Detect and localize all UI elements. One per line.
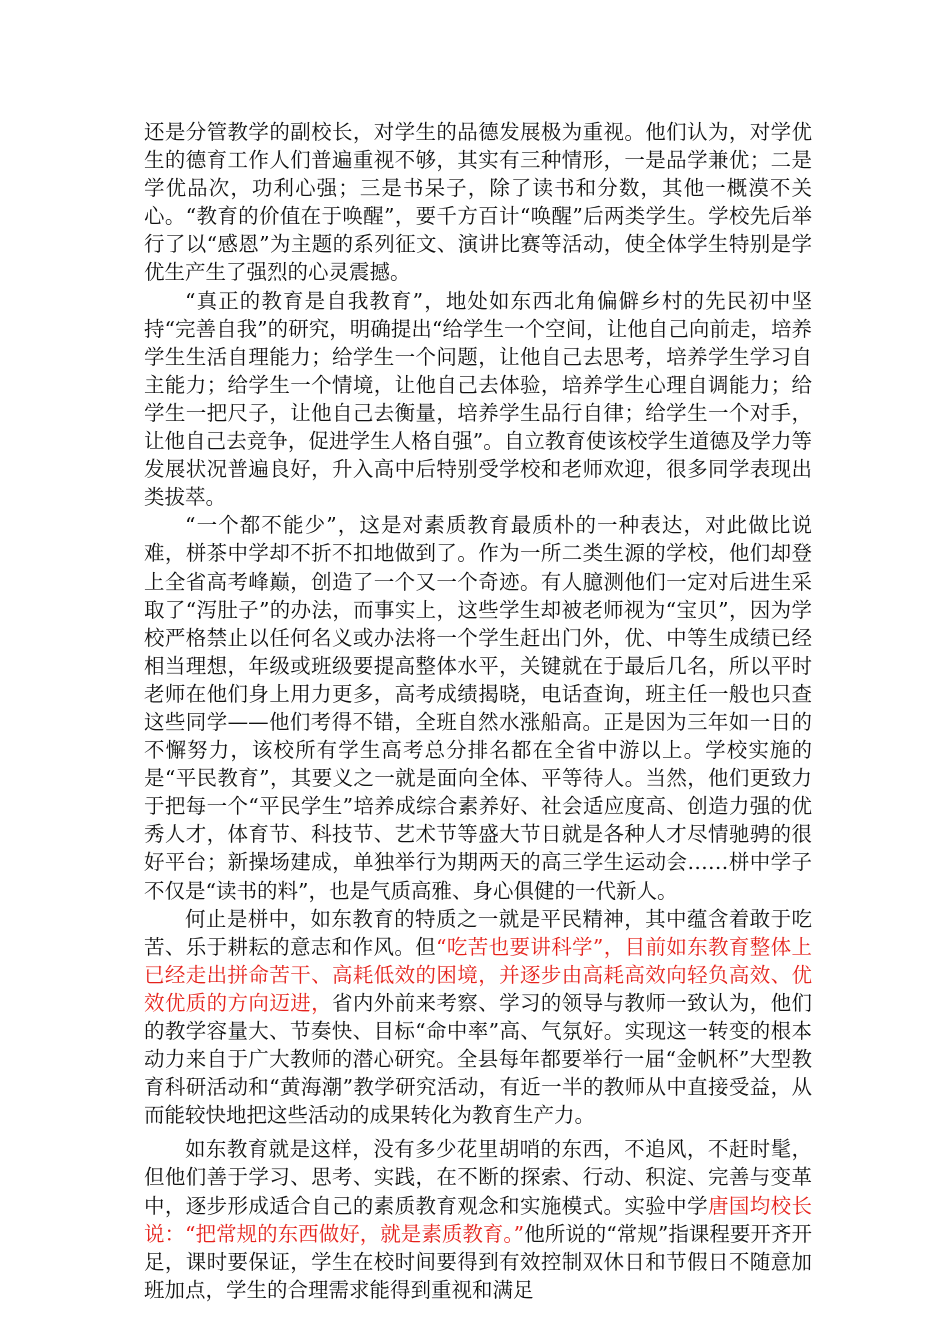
paragraph-5: [144, 1135, 812, 1304]
paragraph-1-text: 还是分管教学的副校长，对学生的品德发展极为重视。他们认为，对学优生的德育工作人们普遍重视不够，其实有三种情形，一是品学兼优；二是学优品次，功利心强；三是书呆子，除了读书和分数，其他一概漠不关心。“教育的价值在于唤醒”，要千方百计“唤醒”后两类学生。学校先后举行了以“感恩”为主题的系列征文、演讲比赛等活动，使全体学生特别是学优生产生了强烈的心灵震撼。: [144, 120, 812, 285]
paragraph-3-text: “一个都不能少”，这是对素质教育最质朴的一种表达，对此做比说难，栟茶中学却不折不扣地做到了。作为一所二类生源的学校，他们却登上全省高考峰巅，创造了一个又一个奇迹。有人臆测他们一定对后进生采取了“泻肚子”的办法，而事实上，这些学生却被老师视为“宝贝”，因为学校严格禁止以任何名义或办法将一个学生赶出门外，优、中等生成绩已经相当理想，年级或班级要提高整体水平，关键就在于最后几名，所以平时老师在他们身上用力更多，高考成绩揭晓，电话查询，班主任一般也只查这些同学——他们考得不错，全班自然水涨船高。正是因为三年如一日的不懈努力，该校所有学生高考总分排名都在全省中游以上。学校实施的是“平民教育”，其要义之一就是面向全体、平等待人。当然，他们更致力于把每一个“平民学生”培养成综合素养好、社会适应度高、创造力强的优秀人才，体育节、科技节、艺术节等盛大节日就是各种人才尽情驰骋的很好平台；新操场建成，单独举行为期两天的高三学生运动会……栟中学子不仅是“读书的料”，也是气质高雅、身心俱健的一代新人。: [144, 513, 812, 903]
paragraph-2-text: “真正的教育是自我教育”，地处如东西北角偏僻乡村的先民初中坚持“完善自我”的研究，明确提出“给学生一个空间，让他自己向前走，培养学生生活自理能力；给学生一个问题，让他自己去思考，培养学生学习自主能力；给学生一个情境，让他自己去体验，培养学生心理自调能力；给学生一把尺子，让他自己去衡量，培养学生品行自律；给学生一个对手，让他自己去竞争，促进学生人格自强”。自立教育使该校学生道德及学力等发展状况普遍良好，升入高中后特别受学校和老师欢迎，很多同学表现出类拔萃。: [144, 288, 812, 510]
paragraph-2: [144, 287, 812, 512]
paragraph-5-text-a: 如东教育就是这样，没有多少花里胡哨的东西，不追风，不赶时髦，但他们善于学习、思考、实践，在不断的探索、行动、积淀、完善与变革中，逐步形成适合自己的素质教育观念和实施模式。实验中学: [144, 1137, 812, 1218]
paragraph-5-highlight: 唐国均校长说：“把常规的东西做好，就是素质教育。”: [144, 1193, 813, 1246]
document-page: [144, 118, 812, 1304]
paragraph-4-text-b: 省内外前来考察、学习的领导与教师一致认为，他们的教学容量大、节奏快、目标“命中率”高、气氛好。实现这一转变的根本动力来自于广大教师的潜心研究。全县每年都要举行一届“金帆杯”大型教育科研活动和“黄海潮”教学研究活动，有近一半的教师从中直接受益，从而能较快地把这些活动的成果转化为教育生产力。: [144, 990, 812, 1128]
paragraph-4-text-a: 何止是栟中，如东教育的特质之一就是平民精神，其中蕴含着敢于吃苦、乐于耕耘的意志和作风。但: [144, 906, 812, 959]
paragraph-5-text-b: 他所说的“常规”指课程要开齐开足，课时要保证，学生在校时间要得到有效控制双休日和节假日不随意加班加点，学生的合理需求能得到重视和满足: [144, 1221, 812, 1302]
paragraph-4-highlight: “吃苦也要讲科学”，目前如东教育整体上已经走出拼命苦干、高耗低效的困境，并逐步由高耗高效向轻负高效、优效优质的方向迈进，: [144, 934, 812, 1015]
paragraph-1: [144, 118, 812, 287]
paragraph-4: [144, 905, 812, 1130]
paragraph-3: [144, 511, 812, 904]
